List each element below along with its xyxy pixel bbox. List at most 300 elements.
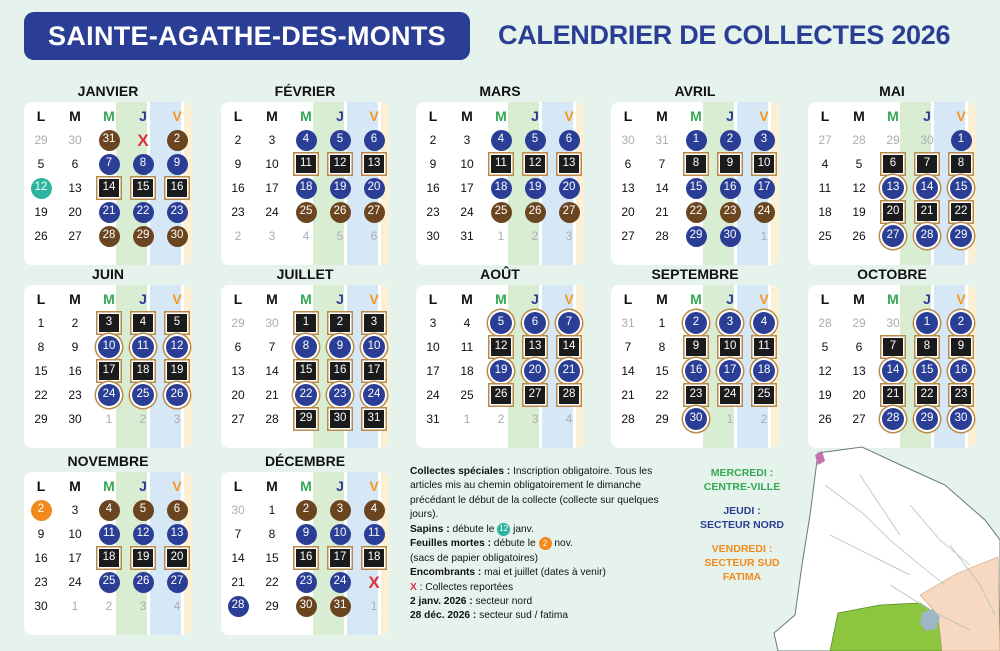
weekday-header: M — [461, 108, 473, 124]
day-cell — [289, 128, 323, 152]
collection-day-marker-ringed: 6 — [524, 312, 546, 334]
weekday-header: J — [336, 478, 344, 494]
weekday-header: L — [233, 291, 243, 307]
month-grid — [808, 102, 976, 265]
day-cell — [92, 152, 126, 176]
week-row — [24, 176, 192, 200]
day-cell — [747, 359, 779, 383]
day-cell — [910, 383, 944, 407]
weekday-header-row — [221, 474, 389, 498]
day-cell — [484, 383, 518, 407]
brown-bin-day-marker: 5 — [133, 500, 154, 521]
month-name: JUILLET — [276, 266, 334, 282]
day-cell: 2 — [429, 133, 437, 147]
day-cell: 29 — [886, 133, 900, 147]
day-cell: 29 — [231, 316, 245, 330]
week-row — [221, 546, 389, 570]
special-collection-day-marker: 18 — [99, 549, 119, 567]
weekday-header: M — [853, 291, 865, 307]
day-cell: 1 — [760, 229, 768, 243]
day-cell: 30 — [621, 133, 635, 147]
day-cell — [910, 176, 944, 200]
day-cell — [92, 311, 126, 335]
sapins-start-marker: 12 — [31, 178, 52, 199]
collection-day-marker: 7 — [99, 154, 120, 175]
week-row — [416, 200, 584, 224]
legend-postponed: X : Collectes reportées — [410, 581, 514, 593]
brown-bin-day-marker: 30 — [167, 226, 188, 247]
postponed-icon: X — [137, 130, 149, 150]
collection-day-marker: 8 — [133, 154, 154, 175]
day-cell: 29 — [852, 316, 866, 330]
day-cell — [289, 522, 323, 546]
special-collection-day-marker: 22 — [951, 203, 971, 221]
day-cell: 14 — [655, 181, 669, 195]
day-cell — [518, 152, 552, 176]
week-row — [808, 407, 976, 431]
weekday-header: L — [820, 291, 830, 307]
day-cell — [92, 359, 126, 383]
day-cell: 29 — [34, 133, 48, 147]
day-cell — [221, 594, 255, 618]
day-cell: 14 — [621, 364, 635, 378]
collection-day-marker: 21 — [99, 202, 120, 223]
day-cell — [944, 200, 976, 224]
day-cell — [910, 311, 944, 335]
weekday-header: J — [139, 478, 147, 494]
day-cell — [552, 383, 584, 407]
weekday-header-row — [611, 287, 779, 311]
day-cell: 8 — [658, 340, 666, 354]
day-cell — [944, 128, 976, 152]
month-calendar — [416, 82, 584, 265]
day-cell: 2 — [234, 133, 242, 147]
month-calendar — [611, 265, 779, 448]
month-name: JUIN — [92, 266, 124, 282]
week-row — [808, 335, 976, 359]
day-cell: 1 — [726, 412, 734, 426]
day-cell — [876, 224, 910, 248]
day-cell — [323, 498, 357, 522]
day-cell — [518, 335, 552, 359]
brown-bin-day-marker: 27 — [559, 202, 580, 223]
week-row — [808, 383, 976, 407]
day-cell: 9 — [234, 157, 242, 171]
day-cell: 23 — [426, 205, 440, 219]
day-cell: 9 — [429, 157, 437, 171]
week-row — [24, 594, 192, 618]
week-row — [808, 152, 976, 176]
day-cell — [518, 200, 552, 224]
day-cell: 7 — [658, 157, 666, 171]
day-cell — [126, 522, 160, 546]
day-cell: 31 — [426, 412, 440, 426]
weekday-header: M — [69, 478, 81, 494]
special-collection-day-marker: 17 — [99, 362, 119, 380]
day-cell — [484, 152, 518, 176]
day-cell: 12 — [852, 181, 866, 195]
feuilles-day-badge: 2 — [539, 537, 552, 550]
postponed-icon: X — [368, 572, 380, 592]
day-cell — [126, 128, 160, 152]
day-cell: 10 — [426, 340, 440, 354]
day-cell: 16 — [68, 364, 82, 378]
special-collection-day-marker: 1 — [296, 314, 316, 332]
weekday-header: M — [103, 108, 115, 124]
day-cell — [357, 570, 389, 594]
collection-day-marker: 17 — [754, 178, 775, 199]
month-grid — [221, 285, 389, 448]
day-cell — [876, 383, 910, 407]
day-cell: 6 — [71, 157, 79, 171]
week-row — [24, 383, 192, 407]
day-cell: 15 — [34, 364, 48, 378]
week-row — [221, 383, 389, 407]
day-cell: 3 — [173, 412, 181, 426]
weekday-header: J — [139, 291, 147, 307]
day-cell — [876, 152, 910, 176]
day-cell — [876, 407, 910, 431]
weekday-header: M — [690, 108, 702, 124]
weekday-header: J — [726, 108, 734, 124]
collection-day-marker-ringed: 29 — [916, 408, 938, 430]
day-cell — [126, 224, 160, 248]
day-cell: 25 — [818, 229, 832, 243]
month-calendar — [808, 82, 976, 265]
day-cell: 1 — [370, 599, 378, 613]
week-row — [416, 128, 584, 152]
day-cell: 28 — [265, 412, 279, 426]
calendar-title: CALENDRIER DE COLLECTES 2026 — [498, 20, 951, 50]
day-cell — [289, 594, 323, 618]
day-cell — [747, 200, 779, 224]
week-row — [221, 335, 389, 359]
collection-day-marker-ringed: 23 — [329, 384, 351, 406]
day-cell: 19 — [852, 205, 866, 219]
day-cell — [323, 383, 357, 407]
day-cell — [323, 522, 357, 546]
day-cell — [713, 359, 747, 383]
collection-day-marker-ringed: 28 — [916, 225, 938, 247]
day-cell: 26 — [852, 229, 866, 243]
day-cell — [289, 359, 323, 383]
week-row — [416, 383, 584, 407]
collection-day-marker-ringed: 18 — [753, 360, 775, 382]
day-cell: 24 — [460, 205, 474, 219]
day-cell — [944, 335, 976, 359]
day-cell: 3 — [71, 503, 79, 517]
special-collection-day-marker: 15 — [133, 179, 153, 197]
week-row — [808, 224, 976, 248]
weekday-header-row — [221, 287, 389, 311]
day-cell — [713, 200, 747, 224]
day-cell — [92, 383, 126, 407]
weekday-header: M — [266, 108, 278, 124]
day-cell — [518, 128, 552, 152]
day-cell — [24, 498, 58, 522]
day-cell: 14 — [231, 551, 245, 565]
weekday-header-row — [24, 104, 192, 128]
day-cell — [126, 546, 160, 570]
day-cell: 8 — [37, 340, 45, 354]
day-cell: 31 — [460, 229, 474, 243]
brown-bin-day-marker: 25 — [491, 202, 512, 223]
day-cell: 1 — [105, 412, 113, 426]
week-row — [611, 152, 779, 176]
day-cell — [713, 383, 747, 407]
weekday-header: L — [233, 478, 243, 494]
day-cell: 7 — [268, 340, 276, 354]
day-cell — [910, 200, 944, 224]
week-row — [221, 311, 389, 335]
day-cell — [552, 152, 584, 176]
day-cell: 3 — [463, 133, 471, 147]
month-name: DÉCEMBRE — [264, 453, 346, 469]
collection-day-marker: 18 — [491, 178, 512, 199]
weekday-header: V — [759, 291, 769, 307]
day-cell — [160, 200, 192, 224]
weekday-header-row — [808, 287, 976, 311]
day-cell — [160, 546, 192, 570]
week-row — [808, 200, 976, 224]
brown-bin-day-marker: 28 — [99, 226, 120, 247]
month-name: AOÛT — [480, 266, 520, 282]
day-cell — [679, 152, 713, 176]
day-cell — [679, 407, 713, 431]
day-cell: 13 — [852, 364, 866, 378]
day-cell — [160, 498, 192, 522]
day-cell — [357, 498, 389, 522]
day-cell — [126, 335, 160, 359]
collection-day-marker: 30 — [720, 226, 741, 247]
day-cell — [713, 176, 747, 200]
special-collection-day-marker: 10 — [754, 155, 774, 173]
day-cell — [876, 359, 910, 383]
day-cell: 13 — [231, 364, 245, 378]
day-cell: 27 — [231, 412, 245, 426]
day-cell — [289, 311, 323, 335]
weekday-header: M — [300, 478, 312, 494]
day-cell — [357, 522, 389, 546]
day-cell — [323, 176, 357, 200]
week-row — [416, 224, 584, 248]
day-cell: 19 — [818, 388, 832, 402]
weekday-header: M — [656, 291, 668, 307]
day-cell: 24 — [68, 575, 82, 589]
week-row — [24, 224, 192, 248]
brown-bin-day-marker: 31 — [330, 596, 351, 617]
day-cell: 30 — [34, 599, 48, 613]
weekday-header-row — [416, 287, 584, 311]
day-cell: 21 — [265, 388, 279, 402]
week-row — [221, 200, 389, 224]
day-cell — [126, 383, 160, 407]
weekday-header-row — [24, 287, 192, 311]
special-collection-day-marker: 21 — [883, 386, 903, 404]
sector-wednesday: MERCREDI : CENTRE-VILLE — [703, 467, 781, 493]
day-cell — [944, 359, 976, 383]
day-cell — [92, 546, 126, 570]
collection-day-marker: 27 — [167, 572, 188, 593]
collection-day-marker-ringed: 26 — [166, 384, 188, 406]
special-collection-day-marker: 15 — [296, 362, 316, 380]
week-row — [808, 311, 976, 335]
collection-day-marker: 25 — [99, 572, 120, 593]
week-row — [808, 128, 976, 152]
day-cell — [518, 176, 552, 200]
weekday-header: L — [36, 478, 46, 494]
collection-day-marker: 24 — [330, 572, 351, 593]
collection-day-marker-ringed: 25 — [132, 384, 154, 406]
collection-day-marker: 22 — [133, 202, 154, 223]
special-collection-day-marker: 2 — [330, 314, 350, 332]
collection-day-marker: 26 — [133, 572, 154, 593]
brown-bin-day-marker: 2 — [167, 130, 188, 151]
day-cell — [484, 200, 518, 224]
brown-bin-day-marker: 3 — [330, 500, 351, 521]
day-cell — [713, 224, 747, 248]
day-cell — [747, 176, 779, 200]
day-cell: 30 — [920, 133, 934, 147]
day-cell — [24, 176, 58, 200]
day-cell — [126, 200, 160, 224]
collection-day-marker: 9 — [167, 154, 188, 175]
day-cell: 9 — [37, 527, 45, 541]
special-collection-day-marker: 21 — [917, 203, 937, 221]
week-row — [416, 407, 584, 431]
day-cell: 13 — [621, 181, 635, 195]
collection-day-marker: 13 — [167, 524, 188, 545]
week-row — [611, 128, 779, 152]
weekday-header: L — [428, 108, 438, 124]
day-cell — [484, 335, 518, 359]
weekday-header: M — [103, 478, 115, 494]
collection-day-marker-ringed: 10 — [98, 336, 120, 358]
special-collection-day-marker: 14 — [559, 338, 579, 356]
day-cell: 5 — [37, 157, 45, 171]
week-row — [221, 359, 389, 383]
weekday-header: J — [531, 108, 539, 124]
special-collection-day-marker: 8 — [686, 155, 706, 173]
day-cell — [92, 522, 126, 546]
day-cell — [323, 152, 357, 176]
collection-day-marker-ringed: 14 — [916, 177, 938, 199]
day-cell — [679, 311, 713, 335]
day-cell: 11 — [818, 181, 832, 195]
weekday-header: J — [336, 108, 344, 124]
day-cell: 4 — [302, 229, 310, 243]
weekday-header: J — [726, 291, 734, 307]
month-calendar — [808, 265, 976, 448]
legend-feuilles: Feuilles mortes : débute le 2 nov. — [410, 538, 573, 550]
special-collection-day-marker: 16 — [330, 362, 350, 380]
day-cell: 30 — [886, 316, 900, 330]
weekday-header: L — [233, 108, 243, 124]
month-calendar — [221, 265, 389, 448]
day-cell — [747, 383, 779, 407]
day-cell: 2 — [71, 316, 79, 330]
day-cell: 25 — [460, 388, 474, 402]
day-cell: 26 — [34, 229, 48, 243]
special-collection-day-marker: 5 — [167, 314, 187, 332]
brown-bin-day-marker: 30 — [296, 596, 317, 617]
day-cell: 4 — [565, 412, 573, 426]
day-cell — [357, 407, 389, 431]
weekday-header: M — [266, 478, 278, 494]
week-row — [24, 546, 192, 570]
collection-day-marker: 20 — [559, 178, 580, 199]
week-row — [24, 311, 192, 335]
day-cell: 3 — [429, 316, 437, 330]
special-collection-day-marker: 25 — [754, 386, 774, 404]
day-cell — [126, 570, 160, 594]
week-row — [24, 200, 192, 224]
day-cell — [747, 311, 779, 335]
week-row — [24, 128, 192, 152]
day-cell: 5 — [336, 229, 344, 243]
day-cell — [323, 546, 357, 570]
weekday-header: M — [656, 108, 668, 124]
brown-bin-day-marker: 31 — [99, 130, 120, 151]
day-cell: 30 — [68, 412, 82, 426]
feuilles-start-marker: 2 — [31, 500, 52, 521]
day-cell: 2 — [497, 412, 505, 426]
day-cell: 20 — [231, 388, 245, 402]
special-collection-day-marker: 30 — [330, 410, 350, 428]
day-cell: 7 — [624, 340, 632, 354]
day-cell — [160, 570, 192, 594]
weekday-header: L — [428, 291, 438, 307]
day-cell — [357, 546, 389, 570]
month-name: NOVEMBRE — [67, 453, 149, 469]
day-cell — [713, 152, 747, 176]
day-cell: 22 — [34, 388, 48, 402]
collection-day-marker-ringed: 3 — [719, 312, 741, 334]
collection-day-marker-ringed: 7 — [558, 312, 580, 334]
day-cell: 10 — [265, 157, 279, 171]
day-cell: 2 — [531, 229, 539, 243]
special-collection-day-marker: 11 — [754, 338, 774, 356]
day-cell: 30 — [426, 229, 440, 243]
day-cell: 17 — [265, 181, 279, 195]
week-row — [24, 359, 192, 383]
special-collection-day-marker: 13 — [364, 155, 384, 173]
special-collection-day-marker: 20 — [167, 549, 187, 567]
day-cell: 29 — [265, 599, 279, 613]
weekday-header: M — [495, 291, 507, 307]
weekday-header-row — [416, 104, 584, 128]
month-name: FÉVRIER — [274, 83, 336, 99]
collection-day-marker-ringed: 17 — [719, 360, 741, 382]
day-cell: 18 — [818, 205, 832, 219]
day-cell — [289, 498, 323, 522]
town-banner: SAINTE-AGATHE-DES-MONTS — [24, 12, 470, 60]
collection-day-marker-ringed: 30 — [685, 408, 707, 430]
week-row — [611, 359, 779, 383]
legend-encombrants: Encombrants : mai et juillet (dates à venir) — [410, 567, 606, 579]
day-cell: 23 — [34, 575, 48, 589]
day-cell — [357, 311, 389, 335]
collection-day-marker-ringed: 2 — [950, 312, 972, 334]
weekday-header: M — [690, 291, 702, 307]
day-cell — [679, 200, 713, 224]
month-grid — [24, 472, 192, 635]
collection-day-marker: 9 — [296, 524, 317, 545]
special-collection-day-marker: 18 — [364, 549, 384, 567]
special-collection-day-marker: 16 — [167, 179, 187, 197]
day-cell: 4 — [463, 316, 471, 330]
month-calendar — [24, 452, 192, 635]
